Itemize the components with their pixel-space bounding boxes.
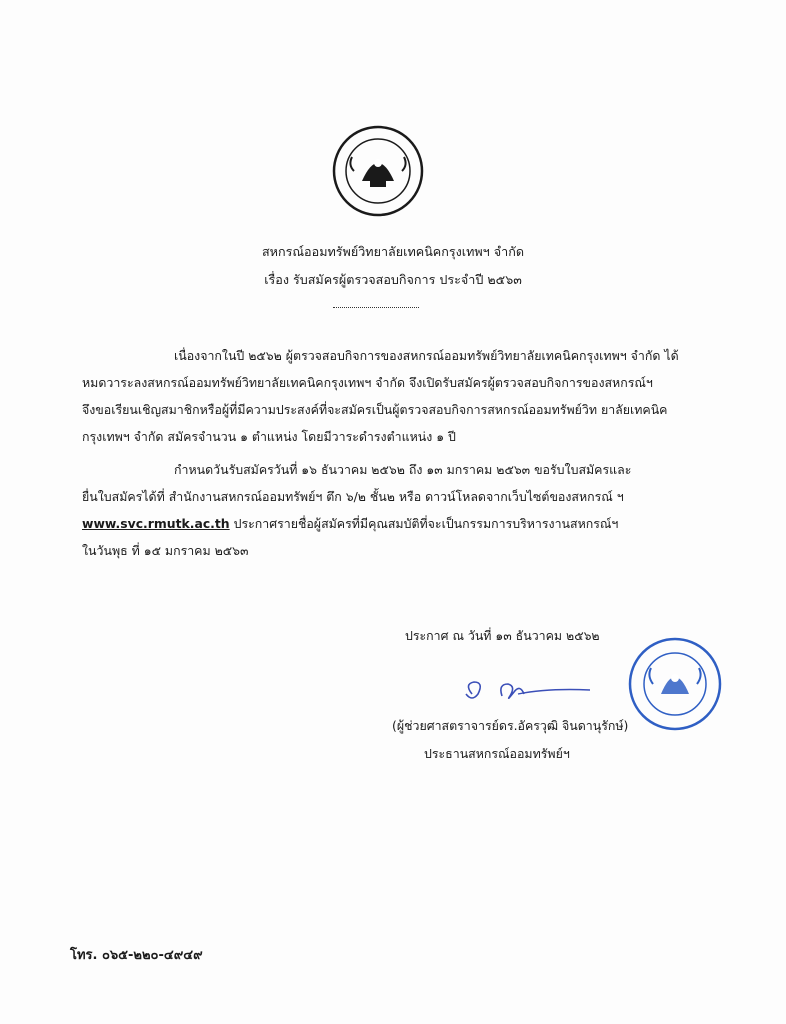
- para2-line-3: [82, 516, 618, 532]
- signer-title: ประธานสหกรณ์ออมทรัพย์ฯ: [424, 746, 570, 761]
- website-link[interactable]: www.svc.rmutk.ac.th: [82, 516, 230, 531]
- para2-line-1: กำหนดวันรับสมัครวันที่ ๑๖ ธันวาคม ๒๕๖๒ ถึง ๑๓ มกราคม ๒๕๖๓ ขอรับใบสมัครและ: [174, 462, 632, 477]
- para2-line-3-text: ประกาศรายชื่อผู้สมัครที่มีคุณสมบัติที่จะเป็นกรรมการบริหารงานสหกรณ์ฯ: [229, 516, 619, 531]
- phone-number: โทร. ๐๖๕-๒๒๐-๔๙๔๙: [70, 948, 203, 963]
- cooperative-stamp: [627, 636, 723, 732]
- para1-line-3: จึงขอเรียนเชิญสมาชิกหรือผู้ที่มีความประสงค์ที่จะสมัครเป็นผู้ตรวจสอบกิจการสหกรณ์ออมทรัพย์วิท ยาลัยเทคนิค: [82, 402, 668, 417]
- cooperative-logo: [332, 125, 424, 217]
- divider-dots: [333, 307, 419, 308]
- para1-line-2: หมดวาระลงสหกรณ์ออมทรัพย์วิทยาลัยเทคนิคกรุงเทพฯ จำกัด จึงเปิดรับสมัครผู้ตรวจสอบกิจการของสหกรณ์ฯ: [82, 375, 653, 390]
- signer-name: (ผู้ช่วยศาสตราจารย์ดร.อัครวุฒิ จินดานุรักษ์): [392, 718, 629, 733]
- subject-line: เรื่อง รับสมัครผู้ตรวจสอบกิจการ ประจำปี ๒๕๖๓: [264, 272, 522, 287]
- announce-date: ประกาศ ณ วันที่ ๑๓ ธันวาคม ๒๕๖๒: [405, 628, 600, 643]
- org-name: สหกรณ์ออมทรัพย์วิทยาลัยเทคนิคกรุงเทพฯ จำกัด: [262, 244, 524, 259]
- para2-line-4: ในวันพุธ ที่ ๑๕ มกราคม ๒๕๖๓: [82, 543, 249, 558]
- para2-line-2: ยื่นใบสมัครได้ที่ สำนักงานสหกรณ์ออมทรัพย์ฯ ตึก ๖/๒ ชั้น๒ หรือ ดาวน์โหลดจากเว็บไซต์ของสหกรณ์ ฯ: [82, 489, 624, 504]
- handwritten-signature: [458, 672, 598, 712]
- para1-line-1: เนื่องจากในปี ๒๕๖๒ ผู้ตรวจสอบกิจการของสหกรณ์ออมทรัพย์วิทยาลัยเทคนิคกรุงเทพฯ จำกัด ได้: [174, 348, 679, 363]
- para1-line-4: กรุงเทพฯ จำกัด สมัครจำนวน ๑ ตำแหน่ง โดยมีวาระดำรงตำแหน่ง ๑ ปี: [82, 429, 456, 444]
